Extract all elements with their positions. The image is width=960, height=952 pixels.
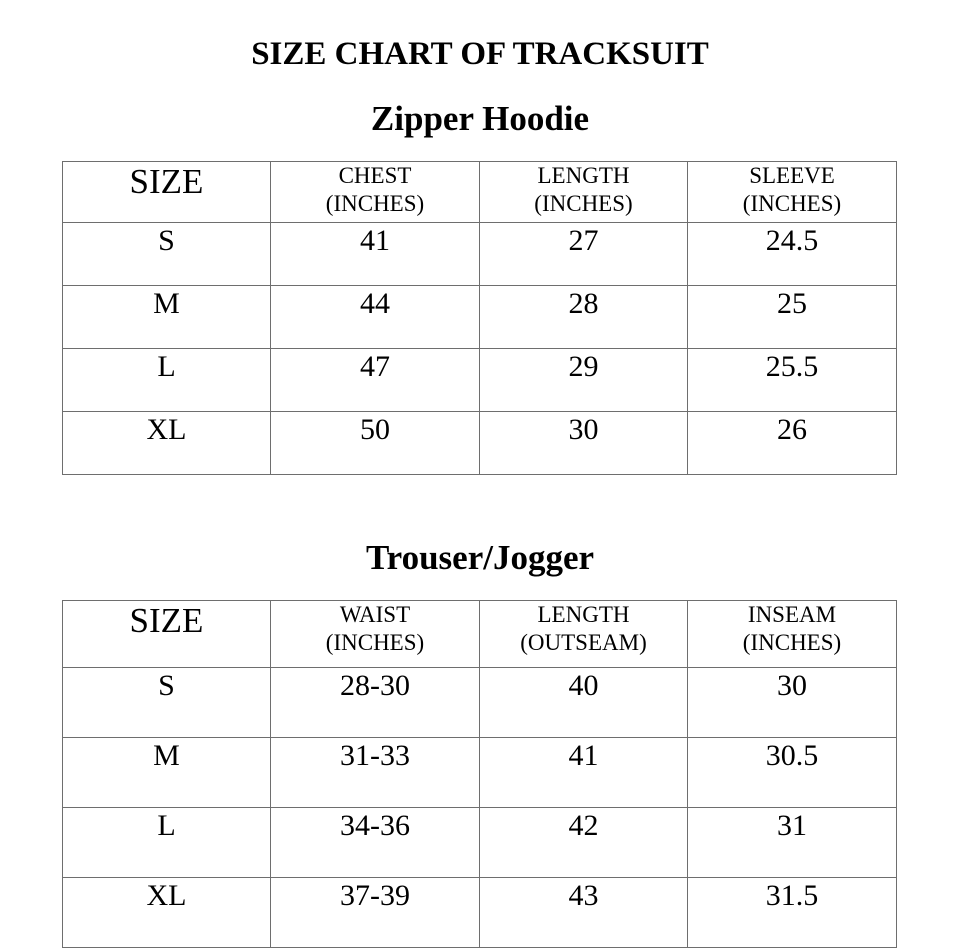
table-cell: 43 (480, 878, 688, 948)
header-unit: (INCHES) (742, 191, 842, 216)
table-cell: 29 (480, 349, 688, 412)
header-label: LENGTH (537, 163, 630, 188)
table-cell: 42 (480, 808, 688, 878)
table-cell: L (63, 349, 271, 412)
header-label: WAIST (339, 602, 411, 627)
size-column-header (63, 601, 271, 668)
table-cell: 24.5 (688, 223, 897, 286)
table-row (63, 223, 897, 286)
table-cell: L (63, 808, 271, 878)
hoodie-heading: Zipper Hoodie (370, 99, 590, 138)
table-cell: 37-39 (271, 878, 480, 948)
table-cell: 40 (480, 668, 688, 738)
table-cell: 50 (271, 412, 480, 475)
table-header-row (63, 162, 897, 223)
header-label: SIZE (129, 162, 204, 201)
table-row (63, 738, 897, 808)
header-label: SLEEVE (749, 163, 835, 188)
table-cell: 31-33 (271, 738, 480, 808)
table-row (63, 412, 897, 475)
table-row (63, 808, 897, 878)
header-unit: (OUTSEAM) (520, 630, 647, 655)
size-column-header (63, 162, 271, 223)
trouser-size-table (62, 600, 897, 948)
header-unit: (INCHES) (742, 630, 842, 655)
table-cell: S (63, 668, 271, 738)
table-header-row (63, 601, 897, 668)
trouser-heading: Trouser/Jogger (365, 538, 595, 577)
chest-column-header (271, 162, 480, 223)
table-cell: M (63, 738, 271, 808)
inseam-column-header (688, 601, 897, 668)
table-cell: XL (63, 412, 271, 475)
table-cell: 34-36 (271, 808, 480, 878)
header-label: SIZE (129, 601, 204, 640)
table-cell: 28 (480, 286, 688, 349)
table-cell: 30 (480, 412, 688, 475)
header-unit: (INCHES) (325, 630, 425, 655)
sleeve-column-header (688, 162, 897, 223)
table-cell: 30.5 (688, 738, 897, 808)
header-unit: (INCHES) (534, 191, 633, 216)
table-row (63, 668, 897, 738)
table-cell: 25.5 (688, 349, 897, 412)
length-column-header (480, 162, 688, 223)
hoodie-size-table (62, 161, 897, 475)
table-cell: 41 (271, 223, 480, 286)
table-cell: 31 (688, 808, 897, 878)
header-unit: (INCHES) (325, 191, 425, 216)
table-row (63, 878, 897, 948)
length-column-header (480, 601, 688, 668)
table-cell: XL (63, 878, 271, 948)
table-cell: 28-30 (271, 668, 480, 738)
table-cell: S (63, 223, 271, 286)
table-cell: M (63, 286, 271, 349)
table-cell: 31.5 (688, 878, 897, 948)
header-label: INSEAM (747, 602, 837, 627)
table-cell: 47 (271, 349, 480, 412)
waist-column-header (271, 601, 480, 668)
header-label: CHEST (338, 163, 412, 188)
table-cell: 41 (480, 738, 688, 808)
table-cell: 26 (688, 412, 897, 475)
table-cell: 25 (688, 286, 897, 349)
header-label: LENGTH (537, 602, 630, 627)
table-row (63, 286, 897, 349)
table-row (63, 349, 897, 412)
table-cell: 27 (480, 223, 688, 286)
page-title: SIZE CHART OF TRACKSUIT (251, 36, 709, 72)
table-cell: 44 (271, 286, 480, 349)
table-cell: 30 (688, 668, 897, 738)
